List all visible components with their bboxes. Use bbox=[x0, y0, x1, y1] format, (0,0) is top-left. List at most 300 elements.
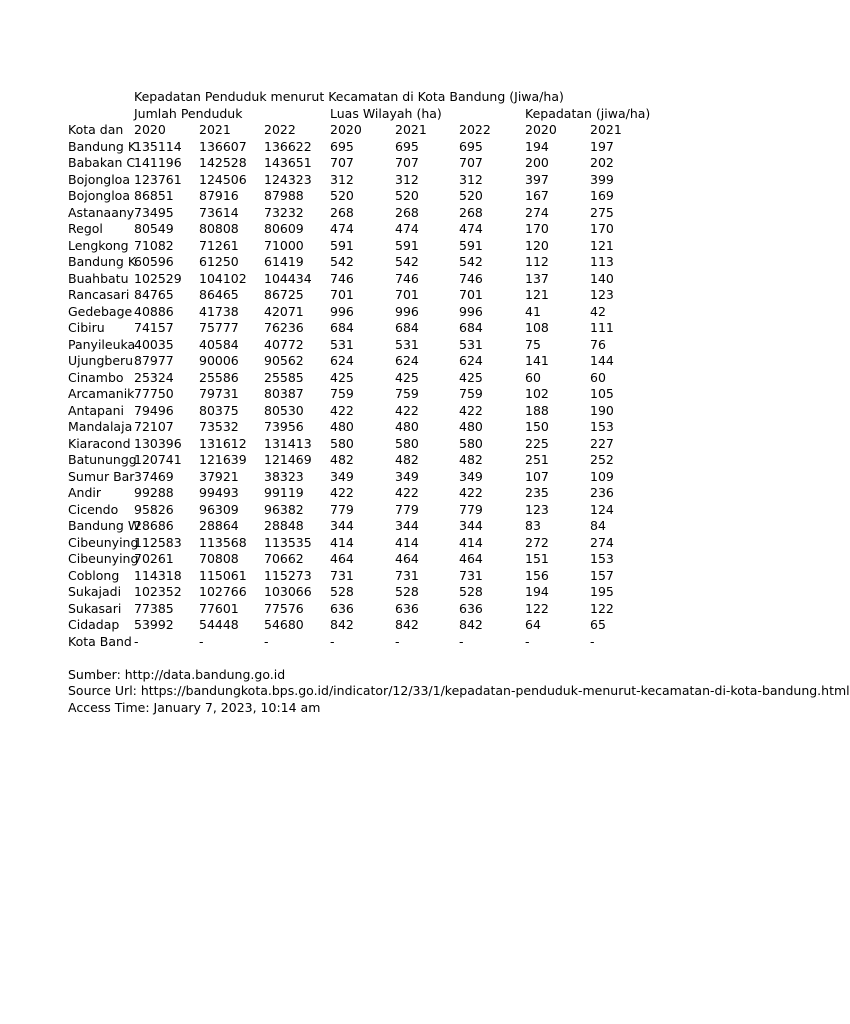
table-row bbox=[68, 320, 653, 337]
value-cell: 80375 bbox=[199, 402, 239, 418]
table-row bbox=[68, 419, 653, 436]
value-cell: 684 bbox=[395, 320, 419, 335]
value-cell: 422 bbox=[330, 402, 354, 418]
value-cell: 779 bbox=[459, 501, 483, 517]
value-cell: - bbox=[395, 633, 400, 649]
value-cell: 80549 bbox=[134, 221, 174, 236]
value-cell: 422 bbox=[330, 485, 354, 500]
table-row bbox=[68, 551, 653, 568]
value-cell: 54680 bbox=[264, 617, 304, 632]
value-cell: 349 bbox=[330, 468, 354, 484]
value-cell: - bbox=[525, 633, 530, 649]
area-group-header: Luas Wilayah (ha) bbox=[330, 105, 442, 121]
value-cell: 474 bbox=[459, 221, 483, 236]
table-row bbox=[68, 155, 653, 172]
value-cell: 121469 bbox=[264, 452, 312, 467]
value-cell: 95826 bbox=[134, 501, 174, 517]
value-cell: 86725 bbox=[264, 287, 304, 302]
value-cell: 41738 bbox=[199, 303, 239, 319]
table-row bbox=[68, 271, 653, 288]
value-cell: 480 bbox=[459, 419, 483, 434]
value-cell: 272 bbox=[525, 534, 549, 550]
value-cell: 90562 bbox=[264, 353, 304, 368]
value-cell: 112583 bbox=[134, 534, 182, 550]
value-cell: 695 bbox=[330, 138, 354, 154]
value-cell: 65 bbox=[590, 617, 606, 632]
value-cell: 86465 bbox=[199, 287, 239, 302]
value-cell: - bbox=[264, 633, 269, 649]
value-cell: 580 bbox=[395, 435, 419, 451]
value-cell: 84 bbox=[590, 518, 606, 533]
table-row bbox=[68, 535, 653, 552]
value-cell: 107 bbox=[525, 468, 549, 484]
value-cell: 531 bbox=[330, 336, 354, 352]
value-cell: 41 bbox=[525, 303, 541, 319]
column-header: 2020 bbox=[134, 122, 166, 137]
value-cell: 414 bbox=[459, 534, 483, 550]
value-cell: 344 bbox=[459, 518, 483, 533]
column-header: 2022 bbox=[264, 122, 296, 137]
table-row bbox=[68, 353, 653, 370]
value-cell: 996 bbox=[330, 303, 354, 319]
table-row bbox=[68, 172, 653, 189]
value-cell: 531 bbox=[459, 336, 483, 352]
value-cell: 121 bbox=[525, 287, 549, 302]
value-cell: 144 bbox=[590, 353, 614, 368]
value-cell: 591 bbox=[395, 237, 419, 253]
value-cell: 464 bbox=[459, 551, 483, 566]
column-header: 2022 bbox=[459, 122, 491, 137]
value-cell: 746 bbox=[330, 270, 354, 286]
value-cell: 102766 bbox=[199, 584, 247, 599]
table-row bbox=[68, 617, 653, 634]
value-cell: 422 bbox=[459, 402, 483, 418]
value-cell: 77750 bbox=[134, 386, 174, 401]
value-cell: 170 bbox=[525, 221, 549, 236]
value-cell: 77601 bbox=[199, 600, 239, 616]
value-cell: 124506 bbox=[199, 171, 247, 187]
district-name-cell: Regol bbox=[68, 221, 103, 236]
value-cell: 344 bbox=[330, 518, 354, 533]
value-cell: 528 bbox=[330, 584, 354, 599]
value-cell: 143651 bbox=[264, 155, 312, 170]
value-cell: 71261 bbox=[199, 237, 239, 253]
value-cell: 480 bbox=[330, 419, 354, 434]
value-cell: 103066 bbox=[264, 584, 312, 599]
value-cell: 76 bbox=[590, 336, 606, 352]
table-row bbox=[68, 469, 653, 486]
value-cell: 580 bbox=[330, 435, 354, 451]
district-name-cell: Cibeunying bbox=[68, 534, 139, 550]
value-cell: 136622 bbox=[264, 138, 312, 154]
value-cell: 25586 bbox=[199, 369, 239, 385]
value-cell: 624 bbox=[330, 353, 354, 368]
value-cell: 425 bbox=[330, 369, 354, 385]
value-cell: 397 bbox=[525, 171, 549, 187]
value-cell: 528 bbox=[459, 584, 483, 599]
value-cell: 96309 bbox=[199, 501, 239, 517]
district-name-cell: Cidadap bbox=[68, 617, 120, 632]
value-cell: 312 bbox=[330, 171, 354, 187]
column-header: 2021 bbox=[199, 122, 231, 137]
source-url-note: Source Url: https://bandungkota.bps.go.id/indicator/12/33/1/kepadatan-penduduk-menurut-kecamatan-di-kota-bandung.html bbox=[68, 683, 850, 698]
value-cell: 70662 bbox=[264, 551, 304, 566]
value-cell: 153 bbox=[590, 551, 614, 566]
value-cell: 40886 bbox=[134, 303, 174, 319]
district-name-cell: Rancasari bbox=[68, 287, 130, 302]
value-cell: 74157 bbox=[134, 320, 174, 335]
district-name-cell: Cibeunying bbox=[68, 551, 139, 566]
district-name-cell: Sumur Bar bbox=[68, 468, 135, 484]
district-name-cell: Cibiru bbox=[68, 320, 105, 335]
value-cell: 684 bbox=[330, 320, 354, 335]
value-cell: 275 bbox=[590, 204, 614, 220]
value-cell: 252 bbox=[590, 452, 614, 467]
value-cell: 399 bbox=[590, 171, 614, 187]
spreadsheet-page bbox=[68, 89, 850, 729]
value-cell: 135114 bbox=[134, 138, 182, 154]
value-cell: 77576 bbox=[264, 600, 304, 616]
table-row bbox=[68, 287, 653, 304]
value-cell: 123 bbox=[525, 501, 549, 517]
value-cell: 731 bbox=[395, 567, 419, 583]
table-row bbox=[68, 452, 653, 469]
value-cell: 746 bbox=[459, 270, 483, 286]
value-cell: 996 bbox=[395, 303, 419, 319]
value-cell: 170 bbox=[590, 221, 614, 236]
value-cell: 251 bbox=[525, 452, 549, 467]
value-cell: 707 bbox=[395, 155, 419, 170]
table-row bbox=[68, 386, 653, 403]
value-cell: 464 bbox=[395, 551, 419, 566]
value-cell: 112 bbox=[525, 254, 549, 269]
value-cell: 80530 bbox=[264, 402, 304, 418]
value-cell: 312 bbox=[459, 171, 483, 187]
district-name-cell: Ujungberu bbox=[68, 353, 134, 368]
group-header-row bbox=[68, 106, 653, 123]
value-cell: 695 bbox=[459, 138, 483, 154]
value-cell: 53992 bbox=[134, 617, 174, 632]
value-cell: 60 bbox=[590, 369, 606, 385]
value-cell: 79496 bbox=[134, 402, 174, 418]
value-cell: - bbox=[199, 633, 204, 649]
value-cell: 349 bbox=[459, 468, 483, 484]
column-header: 2021 bbox=[395, 122, 427, 137]
value-cell: 156 bbox=[525, 567, 549, 583]
table-row bbox=[68, 601, 653, 618]
table-row bbox=[68, 502, 653, 519]
value-cell: 54448 bbox=[199, 617, 239, 632]
value-cell: 141196 bbox=[134, 155, 182, 170]
value-cell: 75777 bbox=[199, 320, 239, 335]
table-row bbox=[68, 205, 653, 222]
value-cell: 40584 bbox=[199, 336, 239, 352]
value-cell: 80609 bbox=[264, 221, 304, 236]
value-cell: 580 bbox=[459, 435, 483, 451]
table-row bbox=[68, 370, 653, 387]
value-cell: 73232 bbox=[264, 204, 304, 220]
value-cell: 37921 bbox=[199, 468, 239, 484]
value-cell: 624 bbox=[395, 353, 419, 368]
value-cell: 701 bbox=[459, 287, 483, 302]
value-cell: 40035 bbox=[134, 336, 174, 352]
value-cell: 73956 bbox=[264, 419, 304, 434]
value-cell: 120741 bbox=[134, 452, 182, 467]
value-cell: 349 bbox=[395, 468, 419, 484]
value-cell: 70808 bbox=[199, 551, 239, 566]
value-cell: 123761 bbox=[134, 171, 182, 187]
district-name-cell: Kota Band bbox=[68, 633, 132, 649]
value-cell: 136607 bbox=[199, 138, 247, 154]
value-cell: 268 bbox=[459, 204, 483, 220]
value-cell: 77385 bbox=[134, 600, 174, 616]
value-cell: 684 bbox=[459, 320, 483, 335]
district-name-cell: Bojongloa bbox=[68, 188, 130, 203]
value-cell: 121 bbox=[590, 237, 614, 253]
value-cell: 520 bbox=[459, 188, 483, 203]
value-cell: 122 bbox=[590, 600, 614, 616]
value-cell: 83 bbox=[525, 518, 541, 533]
value-cell: 195 bbox=[590, 584, 614, 599]
value-cell: - bbox=[459, 633, 464, 649]
value-cell: 111 bbox=[590, 320, 614, 335]
value-cell: 150 bbox=[525, 419, 549, 434]
value-cell: 109 bbox=[590, 468, 614, 484]
column-header: 2020 bbox=[525, 122, 557, 137]
district-name-cell: Babakan C bbox=[68, 155, 136, 170]
value-cell: 108 bbox=[525, 320, 549, 335]
value-cell: 28848 bbox=[264, 518, 304, 533]
value-cell: 707 bbox=[330, 155, 354, 170]
value-cell: 40772 bbox=[264, 336, 304, 352]
district-name-cell: Lengkong bbox=[68, 237, 129, 253]
district-name-cell: Panyileuka bbox=[68, 336, 136, 352]
value-cell: 759 bbox=[459, 386, 483, 401]
value-cell: 99119 bbox=[264, 485, 304, 500]
value-cell: 64 bbox=[525, 617, 541, 632]
value-cell: 61250 bbox=[199, 254, 239, 269]
value-cell: 122 bbox=[525, 600, 549, 616]
table-row bbox=[68, 518, 653, 535]
value-cell: 464 bbox=[330, 551, 354, 566]
table-row bbox=[68, 238, 653, 255]
value-cell: 414 bbox=[395, 534, 419, 550]
value-cell: 131612 bbox=[199, 435, 247, 451]
value-cell: 87977 bbox=[134, 353, 174, 368]
value-cell: 79731 bbox=[199, 386, 239, 401]
value-cell: 701 bbox=[330, 287, 354, 302]
value-cell: 60 bbox=[525, 369, 541, 385]
source-note: Sumber: http://data.bandung.go.id bbox=[68, 666, 286, 682]
value-cell: 779 bbox=[330, 501, 354, 517]
value-cell: 113568 bbox=[199, 534, 247, 550]
district-name-cell: Mandalaja bbox=[68, 419, 133, 434]
table-row bbox=[68, 634, 653, 651]
value-cell: 28686 bbox=[134, 518, 174, 533]
column-header: 2021 bbox=[590, 122, 622, 137]
value-cell: 482 bbox=[330, 452, 354, 467]
value-cell: 194 bbox=[525, 138, 549, 154]
value-cell: 25585 bbox=[264, 369, 304, 385]
value-cell: 137 bbox=[525, 270, 549, 286]
value-cell: 115273 bbox=[264, 567, 312, 583]
table-row bbox=[68, 568, 653, 585]
value-cell: 636 bbox=[459, 600, 483, 616]
value-cell: 70261 bbox=[134, 551, 174, 566]
value-cell: 842 bbox=[330, 617, 354, 632]
table-row bbox=[68, 485, 653, 502]
value-cell: 105 bbox=[590, 386, 614, 401]
table-title: Kepadatan Penduduk menurut Kecamatan di Kota Bandung (Jiwa/ha) bbox=[134, 89, 564, 104]
value-cell: 422 bbox=[395, 402, 419, 418]
value-cell: 274 bbox=[590, 534, 614, 550]
value-cell: 531 bbox=[395, 336, 419, 352]
value-cell: 268 bbox=[330, 204, 354, 220]
value-cell: 80387 bbox=[264, 386, 304, 401]
value-cell: 38323 bbox=[264, 468, 304, 484]
value-cell: 197 bbox=[590, 138, 614, 154]
value-cell: 113 bbox=[590, 254, 614, 269]
value-cell: 71082 bbox=[134, 237, 174, 253]
value-cell: 87988 bbox=[264, 188, 304, 203]
value-cell: 707 bbox=[459, 155, 483, 170]
value-cell: 542 bbox=[395, 254, 419, 269]
value-cell: 225 bbox=[525, 435, 549, 451]
access-time-note: Access Time: January 7, 2023, 10:14 am bbox=[68, 699, 321, 715]
value-cell: 188 bbox=[525, 402, 549, 418]
column-header: Kota dan bbox=[68, 122, 124, 137]
value-cell: 124323 bbox=[264, 171, 312, 187]
value-cell: 75 bbox=[525, 336, 541, 352]
value-cell: 235 bbox=[525, 485, 549, 500]
value-cell: 528 bbox=[395, 584, 419, 599]
value-cell: 84765 bbox=[134, 287, 174, 302]
district-name-cell: Cinambo bbox=[68, 369, 124, 385]
district-name-cell: Sukasari bbox=[68, 600, 122, 616]
value-cell: 731 bbox=[459, 567, 483, 583]
column-header: 2020 bbox=[330, 122, 362, 137]
value-cell: 141 bbox=[525, 353, 549, 368]
value-cell: 115061 bbox=[199, 567, 247, 583]
value-cell: 28864 bbox=[199, 518, 239, 533]
value-cell: 542 bbox=[459, 254, 483, 269]
value-cell: 104434 bbox=[264, 270, 312, 286]
value-cell: 60596 bbox=[134, 254, 174, 269]
value-cell: 153 bbox=[590, 419, 614, 434]
table-row bbox=[68, 304, 653, 321]
density-group-header: Kepadatan (jiwa/ha) bbox=[525, 105, 651, 121]
district-name-cell: Coblong bbox=[68, 567, 120, 583]
population-group-header: Jumlah Penduduk bbox=[134, 105, 243, 121]
value-cell: 90006 bbox=[199, 353, 239, 368]
value-cell: - bbox=[134, 633, 139, 649]
value-cell: 227 bbox=[590, 435, 614, 451]
district-name-cell: Arcamanik bbox=[68, 386, 135, 401]
table-row bbox=[68, 584, 653, 601]
table-row bbox=[68, 221, 653, 238]
value-cell: 731 bbox=[330, 567, 354, 583]
value-cell: 425 bbox=[459, 369, 483, 385]
table-row bbox=[68, 403, 653, 420]
value-cell: 636 bbox=[330, 600, 354, 616]
table-row bbox=[68, 188, 653, 205]
value-cell: 701 bbox=[395, 287, 419, 302]
value-cell: 80808 bbox=[199, 221, 239, 236]
value-cell: 73614 bbox=[199, 204, 239, 220]
value-cell: 102529 bbox=[134, 270, 182, 286]
value-cell: 123 bbox=[590, 287, 614, 302]
value-cell: 102 bbox=[525, 386, 549, 401]
value-cell: 200 bbox=[525, 155, 549, 170]
value-cell: 25324 bbox=[134, 369, 174, 385]
value-cell: 520 bbox=[395, 188, 419, 203]
value-cell: 124 bbox=[590, 501, 614, 517]
value-cell: 636 bbox=[395, 600, 419, 616]
value-cell: 482 bbox=[459, 452, 483, 467]
value-cell: 842 bbox=[459, 617, 483, 632]
value-cell: 474 bbox=[395, 221, 419, 236]
value-cell: 151 bbox=[525, 551, 549, 566]
value-cell: 190 bbox=[590, 402, 614, 418]
value-cell: 131413 bbox=[264, 435, 312, 451]
value-cell: 167 bbox=[525, 188, 549, 203]
value-cell: 542 bbox=[330, 254, 354, 269]
value-cell: 474 bbox=[330, 221, 354, 236]
value-cell: 268 bbox=[395, 204, 419, 220]
district-name-cell: Cicendo bbox=[68, 501, 119, 517]
value-cell: 130396 bbox=[134, 435, 182, 451]
value-cell: 759 bbox=[330, 386, 354, 401]
district-name-cell: Bandung W bbox=[68, 518, 141, 533]
value-cell: 96382 bbox=[264, 501, 304, 517]
district-name-cell: Astanaany bbox=[68, 204, 135, 220]
district-name-cell: Bandung K bbox=[68, 254, 137, 269]
value-cell: 72107 bbox=[134, 419, 174, 434]
value-cell: 312 bbox=[395, 171, 419, 187]
district-name-cell: Bandung K bbox=[68, 138, 137, 154]
value-cell: 87916 bbox=[199, 188, 239, 203]
district-name-cell: Bojongloa bbox=[68, 171, 130, 187]
value-cell: 73532 bbox=[199, 419, 239, 434]
value-cell: 121639 bbox=[199, 452, 247, 467]
table-row bbox=[68, 436, 653, 453]
value-cell: 759 bbox=[395, 386, 419, 401]
value-cell: 157 bbox=[590, 567, 614, 583]
district-name-cell: Sukajadi bbox=[68, 584, 122, 599]
value-cell: 344 bbox=[395, 518, 419, 533]
value-cell: 482 bbox=[395, 452, 419, 467]
table-row bbox=[68, 254, 653, 271]
value-cell: 113535 bbox=[264, 534, 312, 550]
value-cell: 274 bbox=[525, 204, 549, 220]
value-cell: 422 bbox=[459, 485, 483, 500]
value-cell: 104102 bbox=[199, 270, 247, 286]
value-cell: - bbox=[590, 633, 595, 649]
value-cell: 480 bbox=[395, 419, 419, 434]
value-cell: 624 bbox=[459, 353, 483, 368]
value-cell: 842 bbox=[395, 617, 419, 632]
value-cell: 779 bbox=[395, 501, 419, 517]
value-cell: 746 bbox=[395, 270, 419, 286]
value-cell: 425 bbox=[395, 369, 419, 385]
district-name-cell: Gedebage bbox=[68, 303, 133, 319]
value-cell: - bbox=[330, 633, 335, 649]
value-cell: 99288 bbox=[134, 485, 174, 500]
value-cell: 37469 bbox=[134, 468, 174, 484]
value-cell: 236 bbox=[590, 485, 614, 500]
table-row bbox=[68, 337, 653, 354]
district-name-cell: Batunungg bbox=[68, 452, 137, 467]
